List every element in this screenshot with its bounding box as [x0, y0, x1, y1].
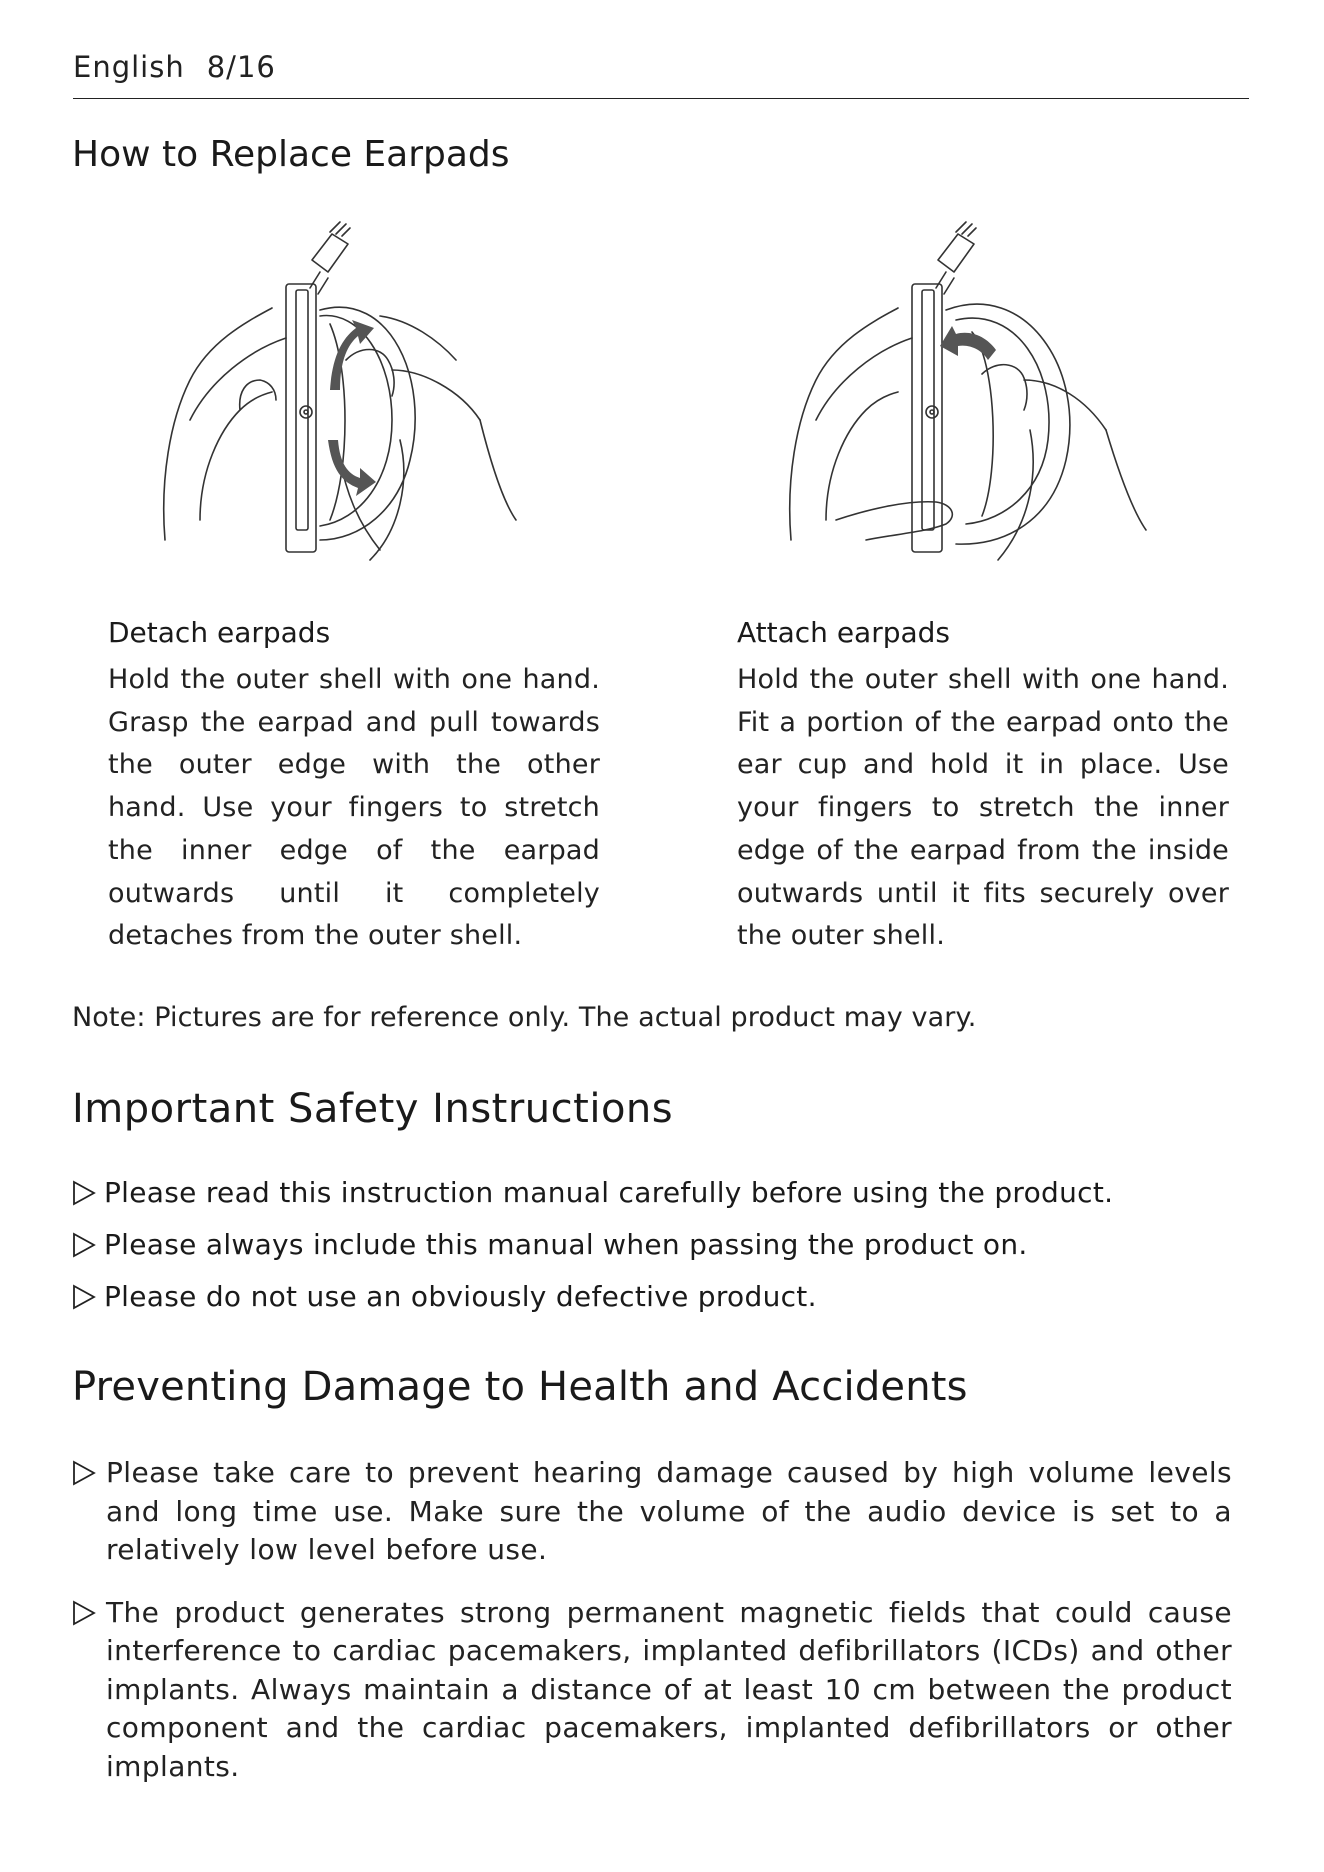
safety-instructions-title: Important Safety Instructions — [72, 1086, 674, 1132]
triangle-bullet-icon — [72, 1278, 104, 1316]
triangle-bullet-icon — [72, 1594, 106, 1633]
list-item — [72, 1278, 1113, 1330]
list-item-text: Please always include this manual when passing the product on. — [104, 1228, 1028, 1261]
triangle-bullet-icon — [72, 1226, 104, 1264]
list-item — [72, 1226, 1113, 1278]
list-item — [72, 1454, 1242, 1570]
replace-earpads-title: How to Replace Earpads — [72, 134, 510, 175]
language-label: English — [73, 50, 185, 84]
list-item-text: Please do not use an obviously defective product. — [104, 1280, 817, 1313]
page-indicator: 8/16 — [206, 50, 276, 84]
safety-instructions-list — [72, 1174, 1113, 1330]
preventing-damage-title: Preventing Damage to Health and Accidents — [72, 1364, 968, 1410]
detach-earpads-illustration — [160, 220, 540, 580]
triangle-bullet-icon — [72, 1174, 104, 1212]
list-item — [72, 1594, 1242, 1787]
triangle-bullet-icon — [72, 1454, 106, 1493]
list-item-text: The product generates strong permanent magnetic fields that could cause interference to cardiac pacemakers, implanted defibrillators (ICDs) and other implants. Always maintain a distance of at least 10 cm between the product component and the cardiac pacemakers, implanted defibrillators or other implants. — [106, 1595, 1232, 1783]
attach-earpads-illustration — [786, 220, 1166, 580]
header-divider — [73, 98, 1249, 99]
attach-earpads-heading: Attach earpads — [737, 616, 951, 649]
reference-note: Note: Pictures are for reference only. The actual product may vary. — [72, 1002, 977, 1033]
detach-earpads-heading: Detach earpads — [108, 616, 331, 649]
detach-earpads-text: Hold the outer shell with one hand. Grasp the earpad and pull towards the outer edge with the other hand. Use your fingers to stretch the inner edge of the earpad outwards until it completely detaches from the outer shell. — [108, 664, 600, 952]
list-item — [72, 1174, 1113, 1226]
list-item-text: Please take care to prevent hearing damage caused by high volume levels and long time use. Make sure the volume of the audio device is set to a relatively low level before use. — [106, 1456, 1232, 1566]
page-header — [73, 50, 276, 84]
list-item-text: Please read this instruction manual carefully before using the product. — [104, 1176, 1114, 1209]
preventing-damage-list — [72, 1454, 1242, 1786]
attach-earpads-step — [737, 616, 1257, 958]
attach-earpads-text: Hold the outer shell with one hand. Fit a portion of the earpad onto the ear cup and hold it in place. Use your fingers to stretch the inner edge of the earpad from the inside outwards until it fits securely over the outer shell. — [737, 664, 1229, 952]
detach-earpads-step — [108, 616, 628, 958]
